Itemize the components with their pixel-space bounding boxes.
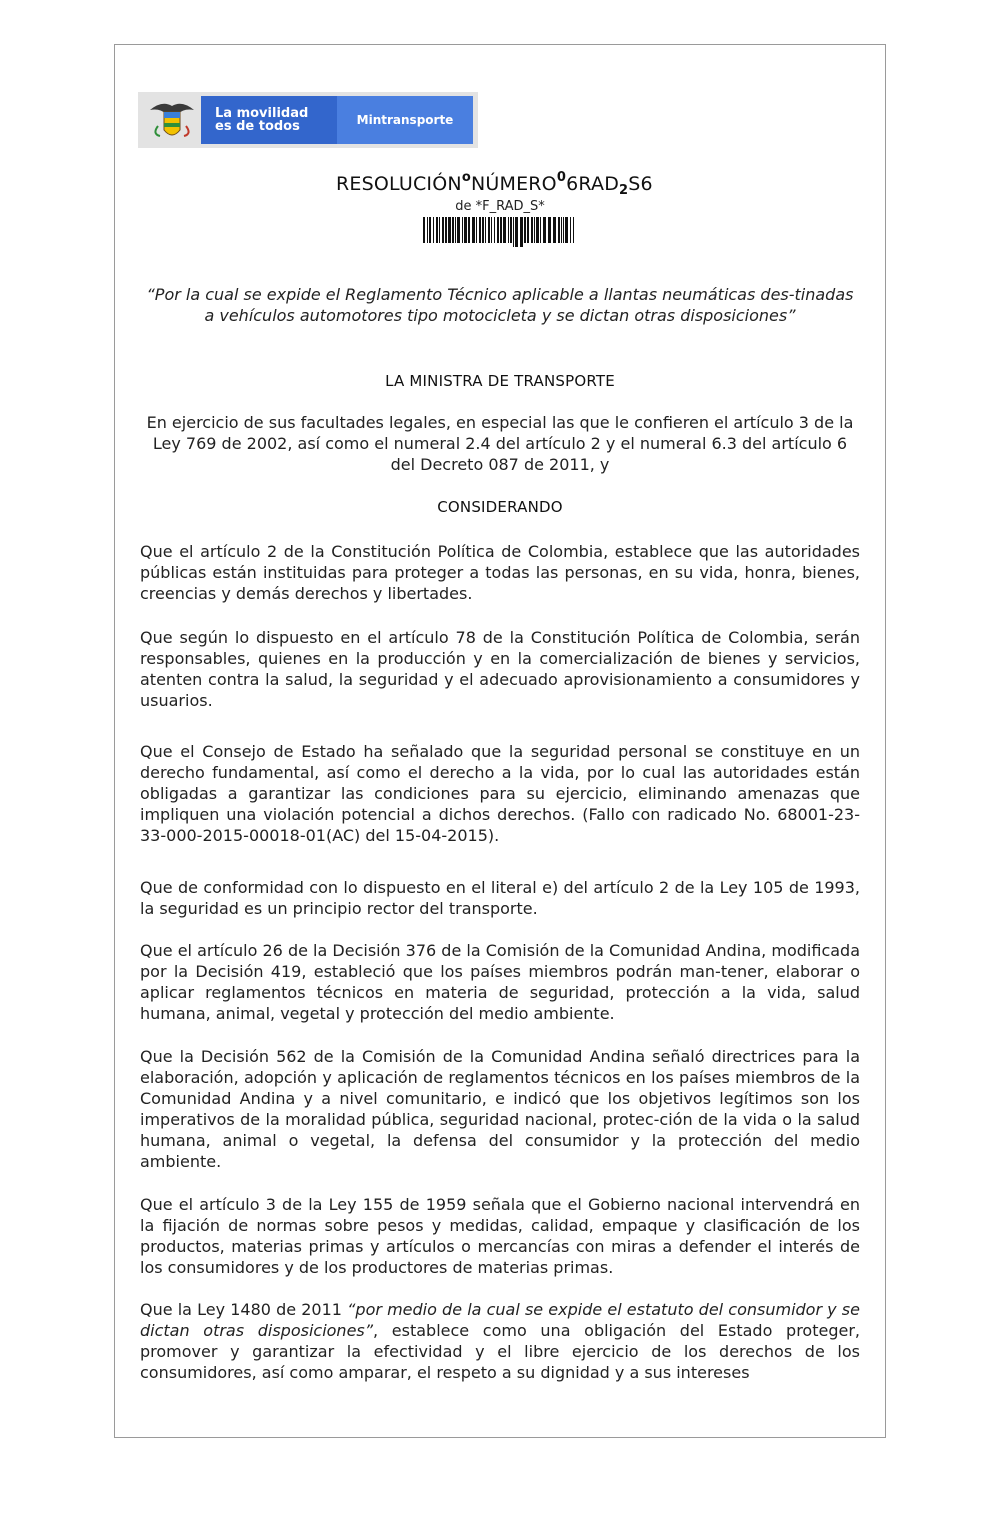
logo-slogan-line1: La movilidad <box>215 106 309 121</box>
paragraph: Que el Consejo de Estado ha señalado que la seguridad personal se constituye en un derecho fundamental, así como el derecho a la vida, por lo cual las autoridades están obligadas a garantizar las condiciones para su ejercicio, eliminando amenazas que impliquen una violación potencial a dichos derechos. (Fallo con radicado No. 68001-23-33-000-2015-00018-01(AC) del 15-04-2015). <box>140 742 860 845</box>
resolution-subject: “Por la cual se expide el Reglamento Técnico aplicable a llantas neumáticas des-tinadas a vehículos automotores tipo motocicleta y se dictan otras disposiciones” <box>146 285 854 325</box>
paragraph-start: Que la Ley 1480 de 2011 <box>140 1300 348 1319</box>
authority-heading: LA MINISTRA DE TRANSPORTE <box>385 372 615 390</box>
paragraph: Que el artículo 26 de la Decisión 376 de la Comisión de la Comunidad Andina, modificada por la Decisión 419, estableció que los países miembros podrán man-tener, elaborar o aplicar reglamentos técnicos en materia de seguridad, protección a la vida, salud humana, animal, vegetal y protección del medio ambiente. <box>140 941 860 1023</box>
resolution-number <box>336 170 653 198</box>
paragraph-end: , establece como una obligación del Estado proteger, promover y garantizar la efectividad y el libre ejercicio de los derechos de los consumidores, así como amparar, el respeto a su dignidad y a sus intereses <box>140 1321 860 1382</box>
considerando-heading: CONSIDERANDO <box>437 498 563 516</box>
barcode-image <box>423 217 577 247</box>
paragraph: Que la Decisión 562 de la Comisión de la Comunidad Andina señaló directrices para la elaboración, adopción y aplicación de reglamentos técnicos en los países miembros de la Comunidad Andina y a nivel comunitario, e indicó que los objetivos legítimos son los imperativos de la moralidad pública, seguridad nacional, protec-ción de la vida o la salud humana, animal o vegetal, la defensa del consumidor y la protección del medio ambiente. <box>140 1047 860 1171</box>
resolution-label: NÚMERO <box>470 173 557 195</box>
logo-slogan-line2: es de todos <box>215 119 300 134</box>
paragraph: Que de conformidad con lo dispuesto en el literal e) del artículo 2 de la Ley 105 de 1993, la seguridad es un principio rector del transporte. <box>140 878 860 918</box>
resolution-prefix: RESOLUCIÓN <box>336 173 462 195</box>
paragraph: Que según lo dispuesto en el artículo 78 de la Constitución Política de Colombia, serán responsables, quienes en la producción y en la comercialización de bienes y servicios, atenten contra la salud, la seguridad y el adecuado aprovisionamiento a consumidores y usuarios. <box>140 628 860 710</box>
resolution-sub: 2 <box>619 183 629 198</box>
resolution-code1: 6RAD <box>566 173 620 195</box>
paragraph <box>140 1299 860 1383</box>
resolution-date: de *F_RAD_S* <box>455 199 545 214</box>
paragraph: Que el artículo 2 de la Constitución Política de Colombia, establece que las autoridades públicas están instituidas para proteger a todas las personas, en su vida, honra, bienes, creencias y demás derechos y libertades. <box>140 542 860 603</box>
resolution-sup2: 0 <box>556 170 567 185</box>
resolution-code2: S6 <box>628 173 653 195</box>
logo-brand: Mintransporte <box>337 96 473 144</box>
header-logo <box>138 92 478 148</box>
resolution-sup1: o <box>461 170 471 185</box>
logo-slogan <box>201 96 337 144</box>
intro-paragraph: En ejercicio de sus facultades legales, en especial las que le confieren el artículo 3 de la Ley 769 de 2002, así como el numeral 2.4 del artículo 2 y el numeral 6.3 del artículo 6 del Decreto 087 de 2011, y <box>146 413 854 474</box>
coat-of-arms-icon <box>144 96 200 144</box>
paragraph-italic-title: “por medio de la cual se expide el estatuto del consumidor y se dictan otras disposiciones” <box>140 1300 860 1340</box>
paragraph: Que el artículo 3 de la Ley 155 de 1959 señala que el Gobierno nacional intervendrá en la fijación de normas sobre pesos y medidas, calidad, empaque y clasificación de los productos, materias primas y artículos o mercancías con miras a defender el interés de los consumidores y de los productores de materias primas. <box>140 1195 860 1277</box>
